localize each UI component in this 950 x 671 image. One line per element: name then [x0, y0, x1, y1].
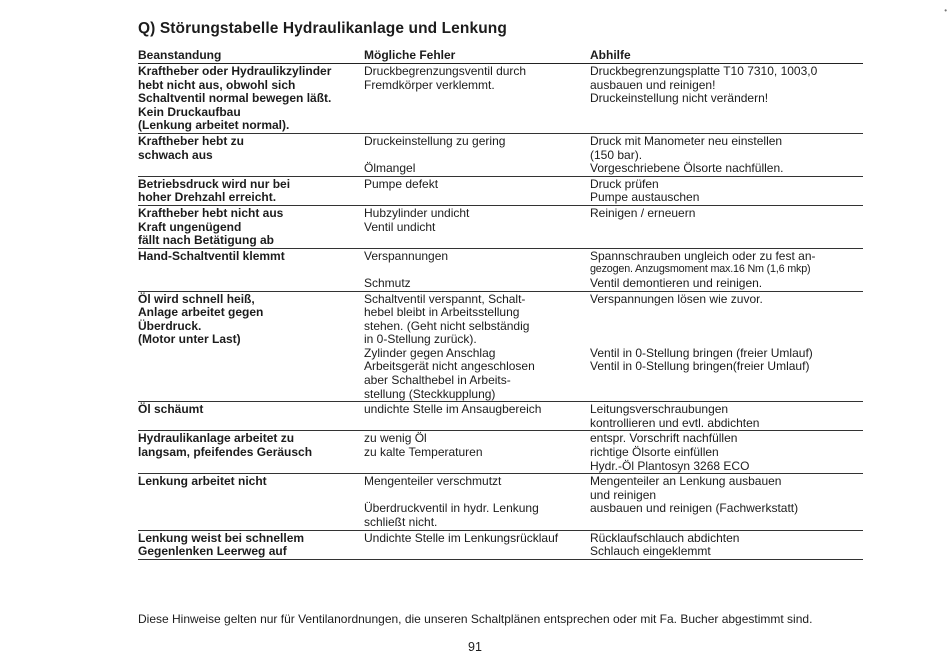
cause-line: [364, 263, 590, 277]
table-row: [138, 431, 863, 474]
remedy-line: Ventil in 0-Stellung bringen (freier Umlauf): [590, 345, 813, 360]
cause-line: [364, 417, 590, 431]
cause-cell: [364, 474, 590, 529]
remedy-line: Ventil demontieren und reinigen.: [590, 275, 763, 290]
cause-line: Druckbegrenzungsventil durch: [364, 64, 527, 78]
remedy-line: entspr. Vorschrift nachfüllen: [590, 431, 738, 446]
remedy-line: [590, 320, 863, 334]
cause-line: [364, 119, 590, 133]
cause-line: Undichte Stelle im Lenkungsrücklauf: [364, 530, 559, 545]
remedy-line: [590, 221, 863, 235]
remedy-line: [590, 388, 863, 402]
cause-line: hebel bleibt in Arbeitsstellung: [364, 305, 520, 320]
cause-line: Ölmangel: [364, 161, 416, 176]
cause-line: Druckeinstellung zu gering: [364, 133, 506, 148]
problem-cell: Hand-Schaltventil klemmt: [138, 248, 285, 263]
remedy-line: [590, 333, 863, 347]
table-row: [138, 206, 863, 249]
cause-line: Zylinder gegen Anschlag: [364, 345, 496, 360]
cause-cell: [364, 431, 590, 473]
table-header: [138, 48, 863, 64]
table-row: [138, 177, 863, 206]
cause-line: stellung (Steckkupplung): [364, 386, 496, 401]
remedy-line: kontrollieren und evtl. abdichten: [590, 415, 760, 430]
cause-line: [364, 460, 590, 474]
remedy-line: [590, 516, 863, 530]
table-body: [138, 64, 863, 560]
header-cause: Mögliche Fehler: [364, 48, 456, 62]
remedy-cell: [590, 134, 863, 176]
remedy-line: Leitungsverschraubungen: [590, 402, 729, 417]
remedy-line: Reinigen / erneuern: [590, 205, 696, 220]
table-row: [138, 402, 863, 431]
cause-cell: [364, 292, 590, 402]
cause-line: [364, 149, 590, 163]
cause-line: Pumpe defekt: [364, 176, 439, 191]
cause-cell: [364, 177, 590, 205]
remedy-line: [590, 374, 863, 388]
cause-line: Mengenteiler verschmutzt: [364, 474, 502, 489]
cause-line: [364, 191, 590, 205]
remedy-line: [590, 234, 863, 248]
cause-line: [364, 92, 590, 106]
remedy-cell: [590, 474, 863, 529]
remedy-line: Verspannungen lösen wie zuvor.: [590, 291, 763, 306]
remedy-cell: [590, 64, 863, 133]
table-row: [138, 531, 863, 560]
remedy-cell: [590, 431, 863, 473]
cause-line: [364, 545, 590, 559]
remedy-line: Pumpe austauschen: [590, 190, 700, 205]
header-remedy: Abhilfe: [590, 48, 631, 62]
problem-cell: Betriebsdruck wird nur bei hoher Drehzahl erreicht.: [138, 176, 291, 205]
problem-cell: Kraftheber hebt zu schwach aus: [138, 133, 245, 162]
cause-cell: [364, 531, 590, 559]
cause-line: Verspannungen: [364, 248, 449, 263]
problem-cell: Lenkung weist bei schnellem Gegenlenken Leerweg auf: [138, 530, 305, 559]
problem-cell: Öl wird schnell heiß, Anlage arbeitet gegen Überdruck. (Motor unter Last): [138, 291, 264, 347]
cause-line: stehen. (Geht nicht selbständig: [364, 318, 530, 333]
cause-line: [364, 106, 590, 120]
remedy-cell: [590, 402, 863, 430]
page-title: Q) Störungstabelle Hydraulikanlage und Lenkung: [138, 20, 507, 37]
cause-line: schließt nicht.: [364, 515, 438, 529]
remedy-line: [590, 306, 863, 320]
footer-note: Diese Hinweise gelten nur für Ventilanordnungen, die unseren Schaltplänen entsprechen oder mit Fa. Bucher abgestimmt sind.: [138, 612, 813, 626]
cause-line: in 0-Stellung zurück).: [364, 332, 477, 347]
table-row: [138, 474, 863, 530]
remedy-line: Schlauch eingeklemmt: [590, 544, 711, 559]
cause-line: zu kalte Temperaturen: [364, 445, 483, 460]
problem-cell: Kraftheber hebt nicht aus Kraft ungenügend fällt nach Betätigung ab: [138, 205, 284, 248]
remedy-line: Hydr.-Öl Plantosyn 3268 ECO: [590, 458, 750, 473]
cause-line: [364, 489, 590, 503]
cause-cell: [364, 64, 590, 133]
cause-line: Arbeitsgerät nicht angeschlosen: [364, 359, 535, 374]
remedy-line: Spannschrauben ungleich oder zu fest an-: [590, 248, 816, 263]
cause-cell: [364, 134, 590, 176]
remedy-line: und reinigen: [590, 487, 657, 502]
table-row: [138, 292, 863, 403]
cause-line: Ventil undicht: [364, 219, 436, 234]
header-problem: Beanstandung: [138, 48, 222, 62]
remedy-line: ausbauen und reinigen (Fachwerkstatt): [590, 501, 799, 516]
remedy-line: Druckeinstellung nicht verändern!: [590, 91, 769, 106]
remedy-cell: [590, 292, 863, 402]
remedy-line: [590, 106, 863, 120]
remedy-line: Druck mit Manometer neu einstellen: [590, 133, 783, 148]
problem-cell: Lenkung arbeitet nicht: [138, 474, 267, 489]
remedy-line: Druckbegrenzungsplatte T10 7310, 1003,0: [590, 64, 818, 78]
table-row: [138, 64, 863, 134]
remedy-line: Mengenteiler an Lenkung ausbauen: [590, 474, 782, 489]
cause-line: Schmutz: [364, 275, 411, 290]
problem-cell: Öl schäumt: [138, 402, 204, 417]
cause-cell: [364, 402, 590, 430]
troubleshooting-table: [138, 48, 863, 560]
remedy-line: (150 bar).: [590, 147, 643, 162]
remedy-line: Druck prüfen: [590, 176, 659, 191]
remedy-cell: [590, 206, 863, 248]
remedy-line: ausbauen und reinigen!: [590, 77, 716, 92]
cause-line: zu wenig Öl: [364, 431, 427, 446]
cause-line: Überdruckventil in hydr. Lenkung: [364, 501, 539, 516]
cause-line: Schaltventil verspannt, Schalt-: [364, 291, 526, 306]
cause-line: [364, 234, 590, 248]
page-number: 91: [468, 640, 482, 654]
cause-line: Fremdkörper verklemmt.: [364, 77, 495, 92]
table-row: [138, 134, 863, 177]
remedy-line: gezogen. Anzugsmoment max.16 Nm (1,6 mkp): [590, 263, 811, 276]
remedy-line: Vorgeschriebene Ölsorte nachfüllen.: [590, 161, 784, 176]
table-row: [138, 249, 863, 292]
problem-cell: Kraftheber oder Hydraulikzylinder hebt nicht aus, obwohl sich Schaltventil normal bewegen läßt. Kein Druckaufbau (Lenkung arbeitet normal).: [138, 64, 332, 133]
remedy-cell: [590, 531, 863, 559]
remedy-cell: [590, 249, 863, 291]
remedy-line: Ventil in 0-Stellung bringen(freier Umlauf): [590, 359, 810, 374]
remedy-line: richtige Ölsorte einfüllen: [590, 445, 719, 460]
cause-cell: [364, 206, 590, 248]
cause-line: undichte Stelle im Ansaugbereich: [364, 402, 542, 417]
cause-line: Hubzylinder undicht: [364, 205, 470, 220]
remedy-line: [590, 119, 863, 133]
cause-line: aber Schalthebel in Arbeits-: [364, 373, 511, 388]
edge-mark: •: [944, 6, 947, 15]
remedy-cell: [590, 177, 863, 205]
remedy-line: Rücklaufschlauch abdichten: [590, 530, 740, 545]
cause-cell: [364, 249, 590, 291]
problem-cell: Hydraulikanlage arbeitet zu langsam, pfeifendes Geräusch: [138, 431, 313, 460]
